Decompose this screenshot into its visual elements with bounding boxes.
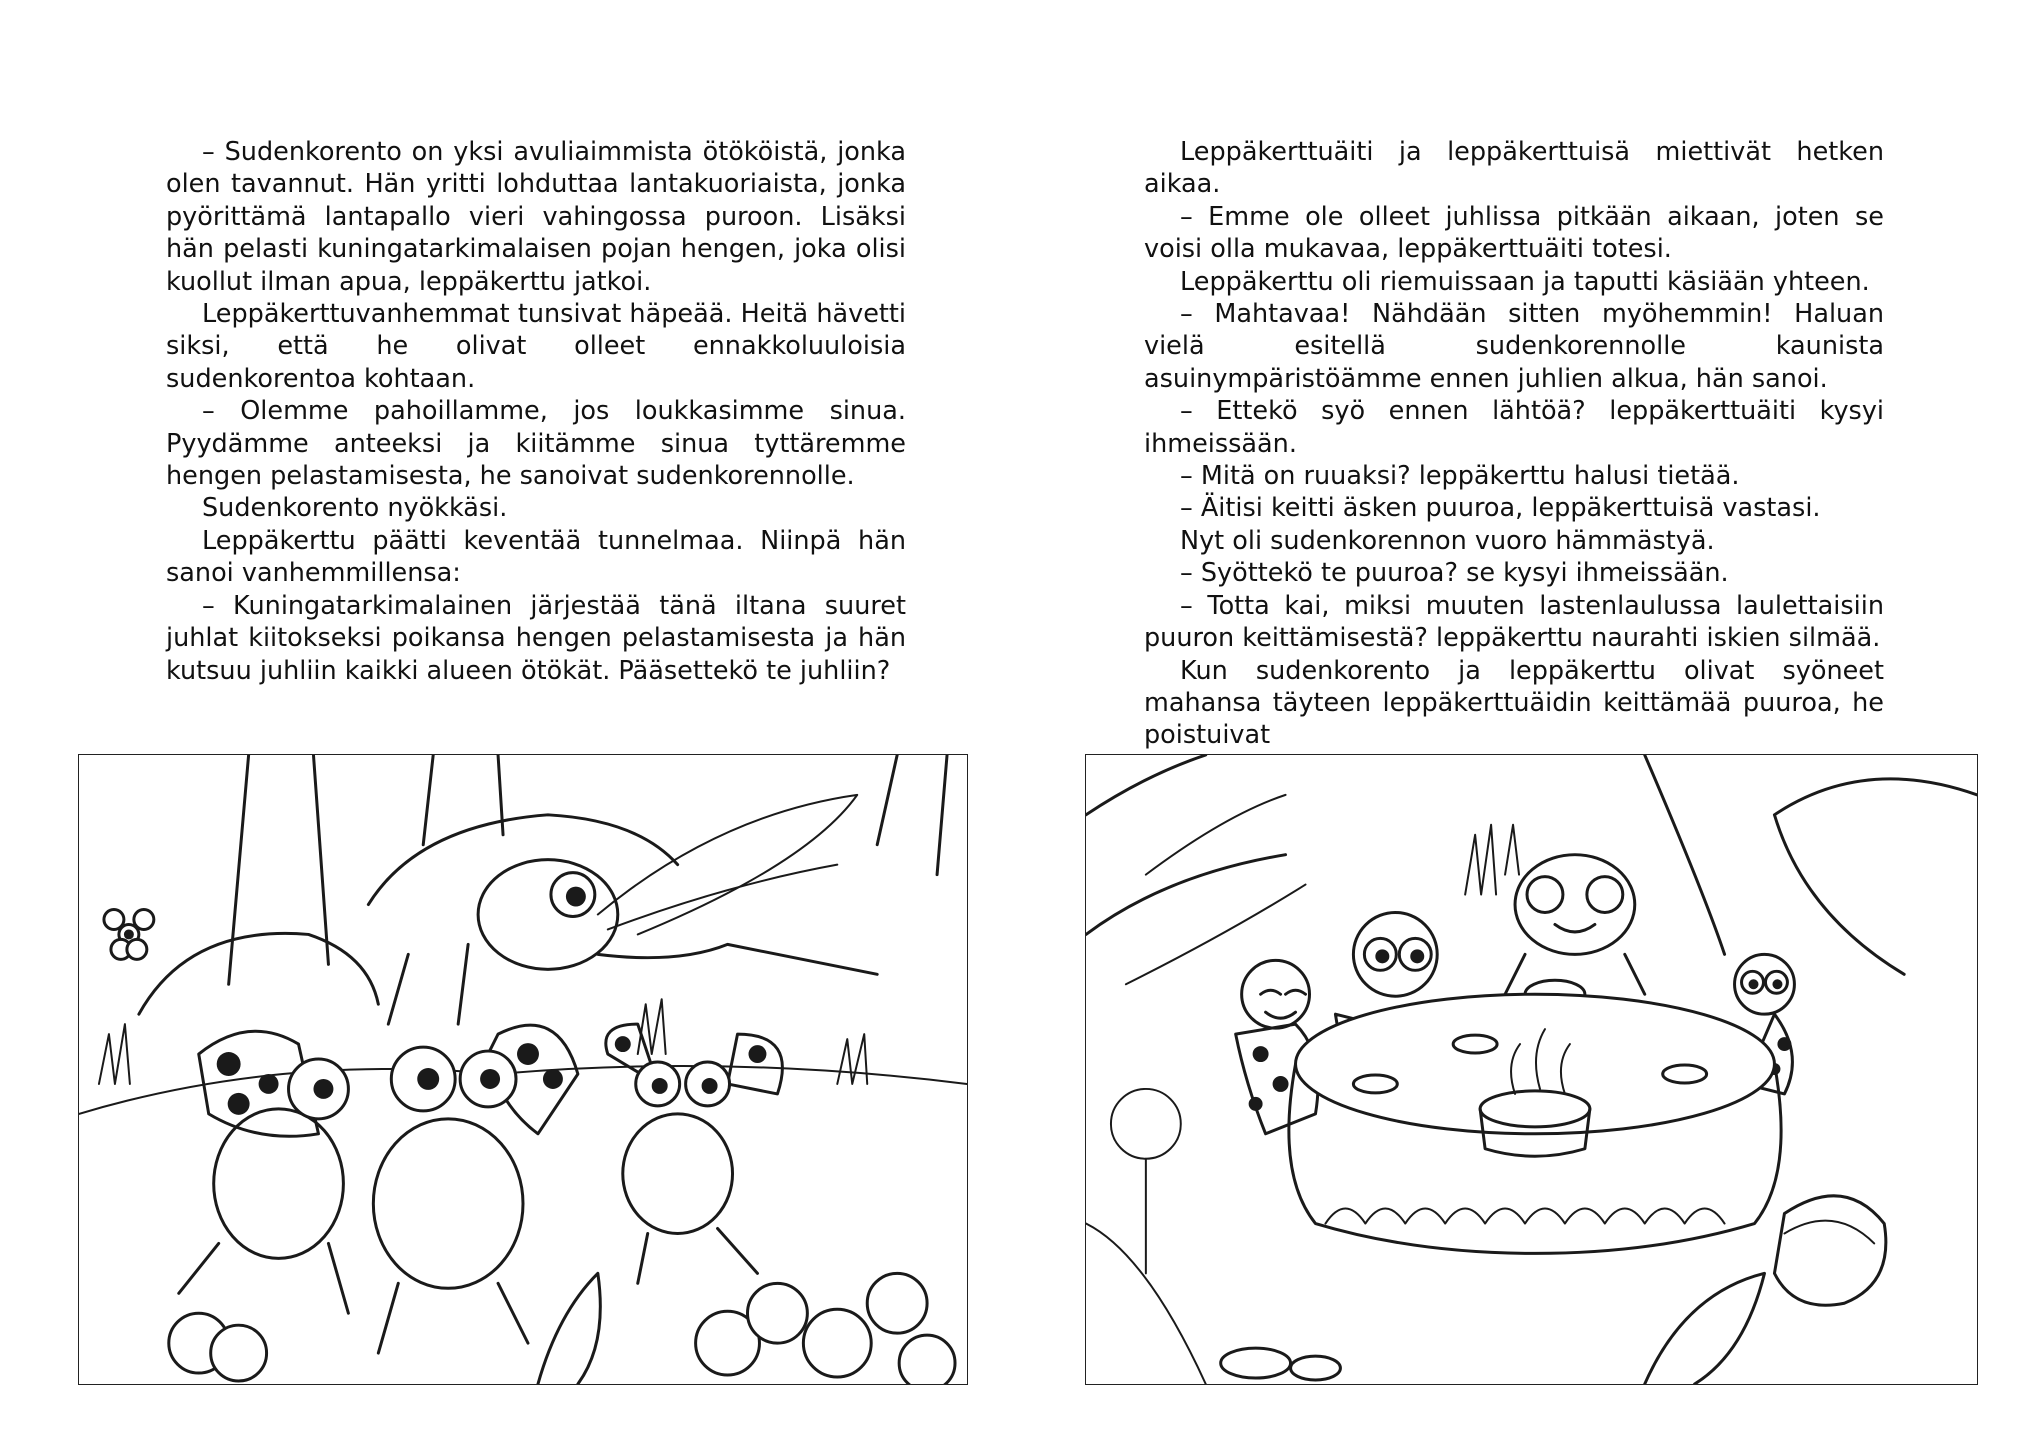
- tree-trunk-right: [877, 755, 947, 875]
- paragraph: – Ettekö syö ennen lähtöä? leppäkerttuäiti kysyi ihmeissään.: [1144, 396, 1884, 459]
- paragraph: – Sudenkorento on yksi avuliaimmista ötököistä, jonka olen tavannut. Hän yritti lohduttaa lantakuoriaista, jonka pyörittämä lantapallo vieri vahingossa puroon. Lisäksi hän pelasti kuningatarkimalaisen pojan hengen, joka olisi kuollut ilman apua, leppäkerttu jatkoi.: [166, 137, 906, 297]
- leaf-top-left: [1126, 795, 1306, 984]
- paragraph: – Syöttekö te puuroa? se kysyi ihmeissään.: [1180, 558, 1729, 589]
- clover-leaves-icon: [169, 1273, 955, 1384]
- left-page: [0, 0, 1021, 1453]
- grass-tufts: [1465, 825, 1519, 895]
- pebble-icon: [1291, 1356, 1341, 1380]
- ladybug-right-icon: [606, 1024, 783, 1283]
- paragraph: – Totta kai, miksi muuten lastenlaulussa laulettaisiin puuron keittämisestä? leppäkerttu naurahti iskien silmää.: [1144, 590, 1884, 654]
- acorn-icon: [1774, 1196, 1885, 1305]
- paragraph: – Mahtavaa! Nähdään sitten myöhemmin! Haluan vielä esitellä sudenkorennolle kaunista asuinympäristöämme ennen juhlien alkua, hän sanoi.: [1144, 299, 1884, 394]
- paragraph: Leppäkerttu päätti keventää tunnelmaa. Niinpä hän sanoi vanhemmillensa:: [166, 525, 906, 589]
- ladybug-left-icon: [179, 1031, 349, 1313]
- paragraph: – Mitä on ruuaksi? leppäkerttu halusi tietää.: [1180, 461, 1740, 492]
- tree-trunk-left: [229, 755, 329, 984]
- dragonfly-icon: [478, 795, 877, 974]
- porridge-table-icon: [1289, 994, 1781, 1253]
- paragraph: – Äitisi keitti äsken puuroa, leppäkerttuisä vastasi.: [1180, 493, 1821, 524]
- paragraph: Nyt oli sudenkorennon vuoro hämmästyä.: [1180, 525, 1715, 556]
- rock-left: [1086, 755, 1286, 934]
- ladybug-family-porridge-table-illustration: [1085, 754, 1978, 1385]
- ground-line: [79, 1066, 967, 1114]
- leaf-icon: [1645, 1273, 1765, 1384]
- ladybug-mother-icon: [1505, 855, 1645, 1009]
- right-page: [1021, 0, 2042, 1453]
- paragraph: Sudenkorento nyökkäsi.: [202, 493, 508, 524]
- paragraph: Leppäkerttuäiti ja leppäkerttuisä miettivät hetken aikaa.: [1144, 137, 1884, 200]
- leaf-icon: [538, 1273, 600, 1384]
- paragraph: Kun sudenkorento ja leppäkerttu olivat syöneet mahansa täyteen leppäkerttuäidin keittämää puuroa, he poistuivat: [1144, 655, 1884, 751]
- paragraph: Leppäkerttuvanhemmat tunsivat häpeää. Heitä hävetti siksi, että he olivat olleet ennakkoluuloisia sudenkorentoa kohtaan.: [166, 299, 906, 394]
- ladybug-center-icon: [373, 944, 578, 1353]
- left-page-text: [166, 136, 906, 687]
- right-page-text: [1144, 136, 1884, 752]
- illustration-drawing: [1086, 755, 1977, 1384]
- pebble-icon: [1221, 1348, 1291, 1378]
- flower-icon: [104, 910, 154, 960]
- paragraph: – Kuningatarkimalainen järjestää tänä iltana suuret juhlat kiitokseksi poikansa hengen pelastamisesta ja hän kutsuu juhliin kaikki alueen ötökät. Pääsettekö te juhliin?: [166, 590, 906, 686]
- rock-left: [139, 933, 378, 1014]
- paragraph: Leppäkerttu oli riemuissaan ja taputti käsiään yhteen.: [1180, 266, 1870, 297]
- paragraph: – Olemme pahoillamme, jos loukkasimme sinua. Pyydämme anteeksi ja kiitämme sinua tyttäremme hengen pelastamisesta, he sanoivat sudenkorennolle.: [166, 396, 906, 492]
- dandelion-icon: [1111, 1089, 1181, 1273]
- paragraph: – Emme ole olleet juhlissa pitkään aikaan, joten se voisi olla mukavaa, leppäkerttuäiti totesi.: [1144, 201, 1884, 265]
- illustration-drawing: [79, 755, 967, 1384]
- ladybugs-and-dragonfly-illustration: [78, 754, 968, 1385]
- rock-right: [1645, 755, 1977, 974]
